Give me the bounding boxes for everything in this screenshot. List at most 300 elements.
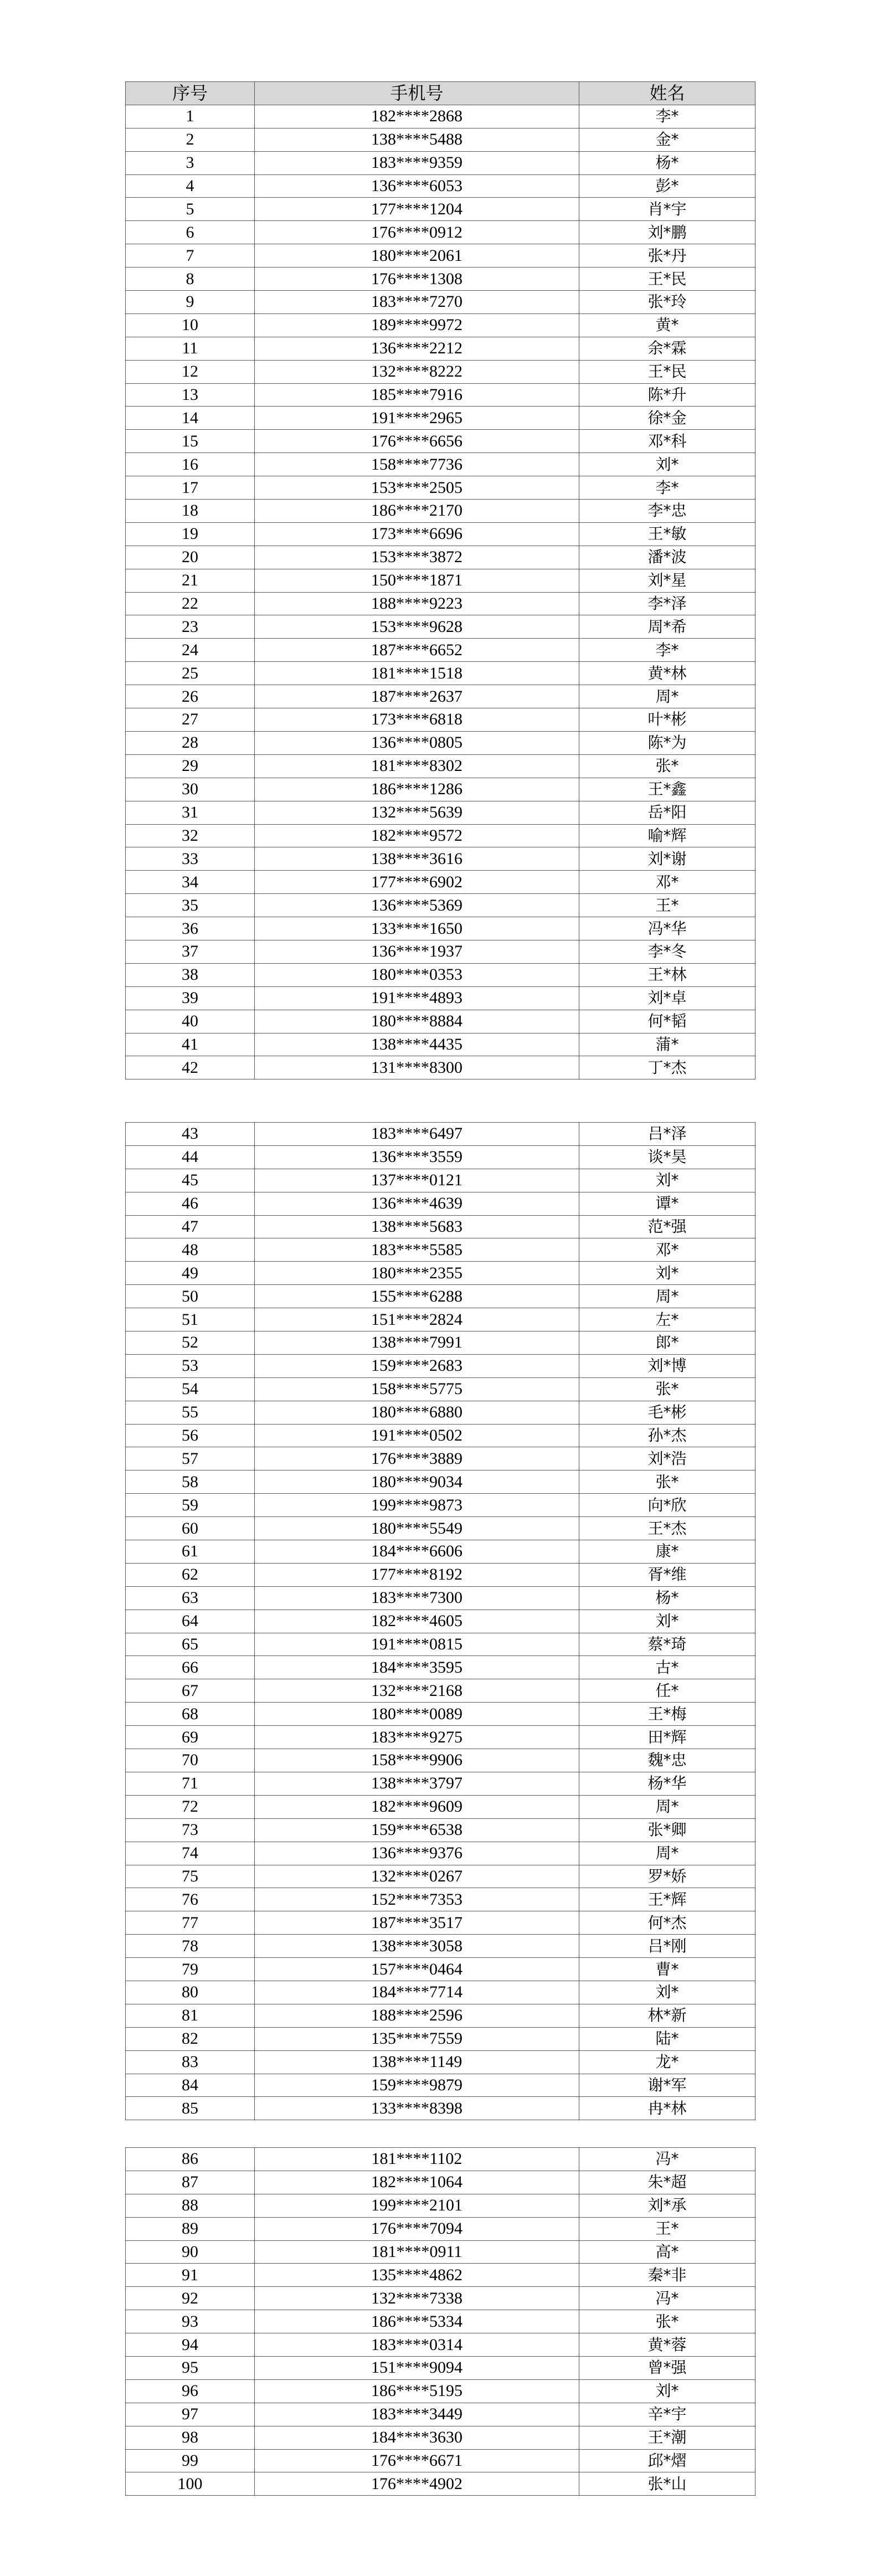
cell-serial-number: 33 bbox=[126, 847, 255, 871]
cell-serial-number: 16 bbox=[126, 453, 255, 476]
cell-serial-number: 10 bbox=[126, 313, 255, 337]
cell-serial-number: 40 bbox=[126, 1010, 255, 1033]
cell-phone-number: 180****0089 bbox=[255, 1703, 579, 1726]
cell-name: 王*潮 bbox=[579, 2426, 755, 2449]
cell-serial-number: 17 bbox=[126, 476, 255, 500]
cell-name: 张*丹 bbox=[579, 244, 755, 268]
cell-name: 王*民 bbox=[579, 268, 755, 291]
cell-phone-number: 152****7353 bbox=[255, 1888, 579, 1911]
cell-phone-number: 199****9873 bbox=[255, 1494, 579, 1517]
cell-serial-number: 56 bbox=[126, 1424, 255, 1447]
table-row bbox=[126, 2379, 755, 2403]
cell-serial-number: 79 bbox=[126, 1958, 255, 1981]
cell-phone-number: 183****5585 bbox=[255, 1238, 579, 1262]
table-row bbox=[126, 546, 755, 569]
table-row bbox=[126, 1958, 755, 1981]
cell-name: 肖*宇 bbox=[579, 198, 755, 221]
cell-phone-number: 182****9609 bbox=[255, 1795, 579, 1818]
table-row bbox=[126, 1285, 755, 1308]
cell-serial-number: 18 bbox=[126, 500, 255, 523]
table-row bbox=[126, 1123, 755, 1146]
table-row bbox=[126, 1726, 755, 1749]
table-row bbox=[126, 1331, 755, 1355]
cell-name: 左* bbox=[579, 1308, 755, 1331]
cell-name: 彭* bbox=[579, 174, 755, 198]
cell-name: 冯* bbox=[579, 2148, 755, 2171]
cell-serial-number: 19 bbox=[126, 522, 255, 546]
cell-name: 毛*彬 bbox=[579, 1401, 755, 1424]
cell-phone-number: 180****8884 bbox=[255, 1010, 579, 1033]
cell-name: 李*泽 bbox=[579, 592, 755, 615]
cell-name: 龙* bbox=[579, 2050, 755, 2074]
cell-serial-number: 50 bbox=[126, 1285, 255, 1308]
cell-serial-number: 90 bbox=[126, 2240, 255, 2264]
table-row bbox=[126, 1656, 755, 1679]
cell-serial-number: 60 bbox=[126, 1517, 255, 1540]
cell-name: 王*梅 bbox=[579, 1703, 755, 1726]
cell-serial-number: 15 bbox=[126, 430, 255, 453]
table-row bbox=[126, 198, 755, 221]
cell-phone-number: 176****6671 bbox=[255, 2449, 579, 2472]
cell-phone-number: 132****7338 bbox=[255, 2287, 579, 2310]
header-name: 姓名 bbox=[579, 82, 755, 105]
cell-serial-number: 88 bbox=[126, 2194, 255, 2217]
cell-phone-number: 181****1518 bbox=[255, 662, 579, 685]
table-row bbox=[126, 754, 755, 778]
table-row bbox=[126, 1145, 755, 1169]
table-row bbox=[126, 615, 755, 639]
cell-serial-number: 75 bbox=[126, 1865, 255, 1888]
cell-serial-number: 84 bbox=[126, 2074, 255, 2097]
table-row bbox=[126, 2333, 755, 2357]
cell-name: 王*杰 bbox=[579, 1517, 755, 1540]
cell-serial-number: 21 bbox=[126, 569, 255, 592]
cell-phone-number: 133****8398 bbox=[255, 2097, 579, 2120]
cell-name: 康* bbox=[579, 1540, 755, 1564]
cell-phone-number: 180****9034 bbox=[255, 1470, 579, 1494]
cell-name: 杨* bbox=[579, 1586, 755, 1610]
table-row bbox=[126, 708, 755, 732]
table-row bbox=[126, 894, 755, 917]
cell-serial-number: 87 bbox=[126, 2171, 255, 2194]
cell-serial-number: 63 bbox=[126, 1586, 255, 1610]
cell-serial-number: 94 bbox=[126, 2333, 255, 2357]
table-row bbox=[126, 1679, 755, 1703]
cell-serial-number: 64 bbox=[126, 1610, 255, 1633]
cell-serial-number: 96 bbox=[126, 2379, 255, 2403]
cell-phone-number: 177****1204 bbox=[255, 198, 579, 221]
cell-phone-number: 153****3872 bbox=[255, 546, 579, 569]
cell-serial-number: 57 bbox=[126, 1447, 255, 1470]
cell-serial-number: 85 bbox=[126, 2097, 255, 2120]
table-row bbox=[126, 2310, 755, 2333]
cell-name: 陈*为 bbox=[579, 731, 755, 754]
cell-phone-number: 151****9094 bbox=[255, 2357, 579, 2380]
cell-phone-number: 136****6053 bbox=[255, 174, 579, 198]
cell-name: 曾*强 bbox=[579, 2357, 755, 2380]
cell-name: 邱*熠 bbox=[579, 2449, 755, 2472]
cell-serial-number: 52 bbox=[126, 1331, 255, 1355]
cell-phone-number: 183****3449 bbox=[255, 2403, 579, 2426]
cell-phone-number: 176****1308 bbox=[255, 268, 579, 291]
cell-phone-number: 184****6606 bbox=[255, 1540, 579, 1564]
cell-serial-number: 100 bbox=[126, 2472, 255, 2496]
table-row bbox=[126, 2171, 755, 2194]
table-row bbox=[126, 2426, 755, 2449]
cell-serial-number: 14 bbox=[126, 407, 255, 430]
cell-serial-number: 53 bbox=[126, 1354, 255, 1377]
cell-name: 周* bbox=[579, 1285, 755, 1308]
cell-serial-number: 74 bbox=[126, 1842, 255, 1865]
table-row bbox=[126, 1238, 755, 1262]
table-row bbox=[126, 2097, 755, 2120]
cell-name: 陆* bbox=[579, 2027, 755, 2050]
cell-serial-number: 43 bbox=[126, 1123, 255, 1146]
table-row bbox=[126, 1169, 755, 1192]
cell-name: 邓* bbox=[579, 1238, 755, 1262]
cell-serial-number: 5 bbox=[126, 198, 255, 221]
cell-phone-number: 186****1286 bbox=[255, 778, 579, 801]
cell-phone-number: 151****2824 bbox=[255, 1308, 579, 1331]
cell-phone-number: 136****9376 bbox=[255, 1842, 579, 1865]
cell-serial-number: 24 bbox=[126, 639, 255, 662]
cell-phone-number: 159****6538 bbox=[255, 1818, 579, 1842]
table-row bbox=[126, 685, 755, 708]
cell-name: 冉*林 bbox=[579, 2097, 755, 2120]
cell-serial-number: 45 bbox=[126, 1169, 255, 1192]
cell-phone-number: 173****6696 bbox=[255, 522, 579, 546]
cell-phone-number: 187****3517 bbox=[255, 1911, 579, 1935]
table-row bbox=[126, 1424, 755, 1447]
cell-serial-number: 59 bbox=[126, 1494, 255, 1517]
cell-name: 高* bbox=[579, 2240, 755, 2264]
cell-phone-number: 159****2683 bbox=[255, 1354, 579, 1377]
cell-serial-number: 83 bbox=[126, 2050, 255, 2074]
cell-serial-number: 31 bbox=[126, 801, 255, 824]
cell-serial-number: 76 bbox=[126, 1888, 255, 1911]
table-row bbox=[126, 662, 755, 685]
cell-name: 朱*超 bbox=[579, 2171, 755, 2194]
cell-phone-number: 158****5775 bbox=[255, 1377, 579, 1401]
cell-phone-number: 184****3595 bbox=[255, 1656, 579, 1679]
cell-name: 罗*娇 bbox=[579, 1865, 755, 1888]
cell-name: 王* bbox=[579, 894, 755, 917]
cell-name: 邓* bbox=[579, 871, 755, 894]
table-row bbox=[126, 383, 755, 407]
cell-name: 田*辉 bbox=[579, 1726, 755, 1749]
cell-name: 孙*杰 bbox=[579, 1424, 755, 1447]
table-row bbox=[126, 2403, 755, 2426]
cell-name: 刘* bbox=[579, 2379, 755, 2403]
table-row bbox=[126, 1377, 755, 1401]
cell-phone-number: 183****0314 bbox=[255, 2333, 579, 2357]
cell-serial-number: 99 bbox=[126, 2449, 255, 2472]
table-row bbox=[126, 1010, 755, 1033]
cell-serial-number: 9 bbox=[126, 291, 255, 314]
cell-serial-number: 22 bbox=[126, 592, 255, 615]
cell-serial-number: 81 bbox=[126, 2004, 255, 2027]
cell-name: 张* bbox=[579, 1470, 755, 1494]
cell-phone-number: 177****6902 bbox=[255, 871, 579, 894]
table-row bbox=[126, 1494, 755, 1517]
table-row bbox=[126, 360, 755, 383]
cell-serial-number: 68 bbox=[126, 1703, 255, 1726]
table-row bbox=[126, 847, 755, 871]
cell-phone-number: 138****7991 bbox=[255, 1331, 579, 1355]
cell-phone-number: 132****2168 bbox=[255, 1679, 579, 1703]
table-row bbox=[126, 871, 755, 894]
table-row bbox=[126, 986, 755, 1010]
cell-serial-number: 42 bbox=[126, 1056, 255, 1079]
cell-phone-number: 176****7094 bbox=[255, 2217, 579, 2240]
cell-phone-number: 177****8192 bbox=[255, 1563, 579, 1586]
cell-serial-number: 29 bbox=[126, 754, 255, 778]
cell-phone-number: 153****9628 bbox=[255, 615, 579, 639]
cell-name: 秦*非 bbox=[579, 2264, 755, 2287]
cell-phone-number: 183****6497 bbox=[255, 1123, 579, 1146]
cell-name: 刘*承 bbox=[579, 2194, 755, 2217]
cell-name: 刘* bbox=[579, 1981, 755, 2004]
cell-phone-number: 135****7559 bbox=[255, 2027, 579, 2050]
cell-name: 蒲* bbox=[579, 1033, 755, 1056]
cell-phone-number: 191****0815 bbox=[255, 1633, 579, 1656]
cell-phone-number: 159****9879 bbox=[255, 2074, 579, 2097]
table-row bbox=[126, 1447, 755, 1470]
table-header-row bbox=[126, 82, 755, 105]
table-row bbox=[126, 453, 755, 476]
cell-name: 周* bbox=[579, 1842, 755, 1865]
cell-phone-number: 189****9972 bbox=[255, 313, 579, 337]
cell-serial-number: 49 bbox=[126, 1262, 255, 1285]
cell-phone-number: 183****9275 bbox=[255, 1726, 579, 1749]
cell-phone-number: 191****2965 bbox=[255, 407, 579, 430]
cell-phone-number: 136****0805 bbox=[255, 731, 579, 754]
table-row bbox=[126, 592, 755, 615]
cell-serial-number: 26 bbox=[126, 685, 255, 708]
table-row bbox=[126, 221, 755, 244]
cell-serial-number: 82 bbox=[126, 2027, 255, 2050]
cell-phone-number: 176****6656 bbox=[255, 430, 579, 453]
cell-serial-number: 62 bbox=[126, 1563, 255, 1586]
cell-serial-number: 80 bbox=[126, 1981, 255, 2004]
table-row bbox=[126, 940, 755, 963]
cell-phone-number: 186****2170 bbox=[255, 500, 579, 523]
cell-name: 岳*阳 bbox=[579, 801, 755, 824]
cell-name: 王*辉 bbox=[579, 1888, 755, 1911]
table-row bbox=[126, 105, 755, 128]
cell-phone-number: 184****7714 bbox=[255, 1981, 579, 2004]
cell-serial-number: 8 bbox=[126, 268, 255, 291]
cell-phone-number: 176****4902 bbox=[255, 2472, 579, 2496]
cell-phone-number: 158****7736 bbox=[255, 453, 579, 476]
cell-serial-number: 58 bbox=[126, 1470, 255, 1494]
cell-serial-number: 66 bbox=[126, 1656, 255, 1679]
cell-serial-number: 69 bbox=[126, 1726, 255, 1749]
cell-phone-number: 184****3630 bbox=[255, 2426, 579, 2449]
table-row bbox=[126, 917, 755, 940]
cell-serial-number: 70 bbox=[126, 1749, 255, 1772]
cell-phone-number: 138****1149 bbox=[255, 2050, 579, 2074]
cell-serial-number: 4 bbox=[126, 174, 255, 198]
cell-name: 谢*军 bbox=[579, 2074, 755, 2097]
table-row bbox=[126, 1540, 755, 1564]
cell-name: 余*霖 bbox=[579, 337, 755, 360]
cell-name: 刘*鹏 bbox=[579, 221, 755, 244]
cell-name: 刘*谢 bbox=[579, 847, 755, 871]
table-row bbox=[126, 291, 755, 314]
table-row bbox=[126, 778, 755, 801]
table-row bbox=[126, 1981, 755, 2004]
cell-name: 向*欣 bbox=[579, 1494, 755, 1517]
cell-name: 蔡*琦 bbox=[579, 1633, 755, 1656]
table-row bbox=[126, 1935, 755, 1958]
cell-serial-number: 97 bbox=[126, 2403, 255, 2426]
table-row bbox=[126, 1610, 755, 1633]
cell-phone-number: 136****3559 bbox=[255, 1145, 579, 1169]
cell-name: 冯*华 bbox=[579, 917, 755, 940]
cell-serial-number: 36 bbox=[126, 917, 255, 940]
cell-serial-number: 72 bbox=[126, 1795, 255, 1818]
table-row bbox=[126, 2240, 755, 2264]
cell-phone-number: 158****9906 bbox=[255, 1749, 579, 1772]
table-row bbox=[126, 500, 755, 523]
cell-serial-number: 91 bbox=[126, 2264, 255, 2287]
cell-phone-number: 191****4893 bbox=[255, 986, 579, 1010]
cell-phone-number: 153****2505 bbox=[255, 476, 579, 500]
table-block-3 bbox=[125, 2147, 755, 2496]
table-row bbox=[126, 1470, 755, 1494]
cell-name: 刘*卓 bbox=[579, 986, 755, 1010]
cell-phone-number: 176****3889 bbox=[255, 1447, 579, 1470]
table-row bbox=[126, 2004, 755, 2027]
cell-name: 吕*刚 bbox=[579, 1935, 755, 1958]
cell-serial-number: 67 bbox=[126, 1679, 255, 1703]
cell-serial-number: 27 bbox=[126, 708, 255, 732]
cell-name: 刘*星 bbox=[579, 569, 755, 592]
cell-phone-number: 138****5488 bbox=[255, 128, 579, 151]
cell-name: 刘*博 bbox=[579, 1354, 755, 1377]
table-row bbox=[126, 2449, 755, 2472]
cell-serial-number: 12 bbox=[126, 360, 255, 383]
cell-phone-number: 187****6652 bbox=[255, 639, 579, 662]
table-row bbox=[126, 2287, 755, 2310]
cell-phone-number: 180****0353 bbox=[255, 963, 579, 986]
table-block-1 bbox=[125, 81, 755, 1079]
table-row bbox=[126, 2194, 755, 2217]
cell-name: 张*玲 bbox=[579, 291, 755, 314]
cell-name: 刘* bbox=[579, 1169, 755, 1192]
cell-name: 刘* bbox=[579, 1610, 755, 1633]
cell-name: 周*希 bbox=[579, 615, 755, 639]
cell-serial-number: 51 bbox=[126, 1308, 255, 1331]
cell-phone-number: 136****2212 bbox=[255, 337, 579, 360]
table-row bbox=[126, 1865, 755, 1888]
cell-serial-number: 3 bbox=[126, 151, 255, 174]
cell-phone-number: 180****6880 bbox=[255, 1401, 579, 1424]
cell-serial-number: 93 bbox=[126, 2310, 255, 2333]
cell-phone-number: 132****5639 bbox=[255, 801, 579, 824]
table-row bbox=[126, 1033, 755, 1056]
cell-phone-number: 180****2061 bbox=[255, 244, 579, 268]
cell-phone-number: 188****2596 bbox=[255, 2004, 579, 2027]
cell-name: 刘*浩 bbox=[579, 1447, 755, 1470]
cell-name: 李* bbox=[579, 476, 755, 500]
cell-phone-number: 176****0912 bbox=[255, 221, 579, 244]
cell-serial-number: 95 bbox=[126, 2357, 255, 2380]
table-row bbox=[126, 1262, 755, 1285]
cell-serial-number: 1 bbox=[126, 105, 255, 128]
cell-phone-number: 138****3058 bbox=[255, 1935, 579, 1958]
table-row bbox=[126, 2074, 755, 2097]
cell-name: 李* bbox=[579, 639, 755, 662]
cell-name: 魏*忠 bbox=[579, 1749, 755, 1772]
cell-name: 王*民 bbox=[579, 360, 755, 383]
cell-name: 黄*林 bbox=[579, 662, 755, 685]
table-row bbox=[126, 337, 755, 360]
cell-phone-number: 157****0464 bbox=[255, 1958, 579, 1981]
cell-serial-number: 65 bbox=[126, 1633, 255, 1656]
cell-name: 王*敏 bbox=[579, 522, 755, 546]
cell-phone-number: 155****6288 bbox=[255, 1285, 579, 1308]
cell-phone-number: 132****8222 bbox=[255, 360, 579, 383]
cell-phone-number: 136****4639 bbox=[255, 1192, 579, 1215]
cell-serial-number: 7 bbox=[126, 244, 255, 268]
cell-serial-number: 47 bbox=[126, 1215, 255, 1238]
cell-serial-number: 92 bbox=[126, 2287, 255, 2310]
table-row bbox=[126, 244, 755, 268]
table-row bbox=[126, 522, 755, 546]
cell-phone-number: 183****7270 bbox=[255, 291, 579, 314]
cell-phone-number: 137****0121 bbox=[255, 1169, 579, 1192]
cell-serial-number: 2 bbox=[126, 128, 255, 151]
cell-phone-number: 138****3616 bbox=[255, 847, 579, 871]
cell-name: 徐*金 bbox=[579, 407, 755, 430]
table-row bbox=[126, 174, 755, 198]
table-row bbox=[126, 313, 755, 337]
table-row bbox=[126, 2027, 755, 2050]
table-row bbox=[126, 1703, 755, 1726]
table-row bbox=[126, 569, 755, 592]
table-row bbox=[126, 1056, 755, 1079]
cell-name: 潘*波 bbox=[579, 546, 755, 569]
cell-serial-number: 78 bbox=[126, 1935, 255, 1958]
cell-serial-number: 35 bbox=[126, 894, 255, 917]
cell-phone-number: 131****8300 bbox=[255, 1056, 579, 1079]
table-row bbox=[126, 2472, 755, 2496]
cell-phone-number: 138****3797 bbox=[255, 1772, 579, 1795]
table-row bbox=[126, 731, 755, 754]
cell-name: 周* bbox=[579, 1795, 755, 1818]
cell-name: 何*杰 bbox=[579, 1911, 755, 1935]
cell-name: 李*冬 bbox=[579, 940, 755, 963]
cell-name: 范*强 bbox=[579, 1215, 755, 1238]
cell-name: 张* bbox=[579, 2310, 755, 2333]
cell-name: 李* bbox=[579, 105, 755, 128]
cell-name: 林*新 bbox=[579, 2004, 755, 2027]
cell-serial-number: 34 bbox=[126, 871, 255, 894]
cell-serial-number: 48 bbox=[126, 1238, 255, 1262]
cell-serial-number: 32 bbox=[126, 824, 255, 847]
cell-serial-number: 61 bbox=[126, 1540, 255, 1564]
header-serial-number: 序号 bbox=[126, 82, 255, 105]
table-row bbox=[126, 1818, 755, 1842]
cell-name: 喻*辉 bbox=[579, 824, 755, 847]
table-row bbox=[126, 1563, 755, 1586]
cell-serial-number: 11 bbox=[126, 337, 255, 360]
table-row bbox=[126, 268, 755, 291]
cell-name: 任* bbox=[579, 1679, 755, 1703]
cell-serial-number: 73 bbox=[126, 1818, 255, 1842]
